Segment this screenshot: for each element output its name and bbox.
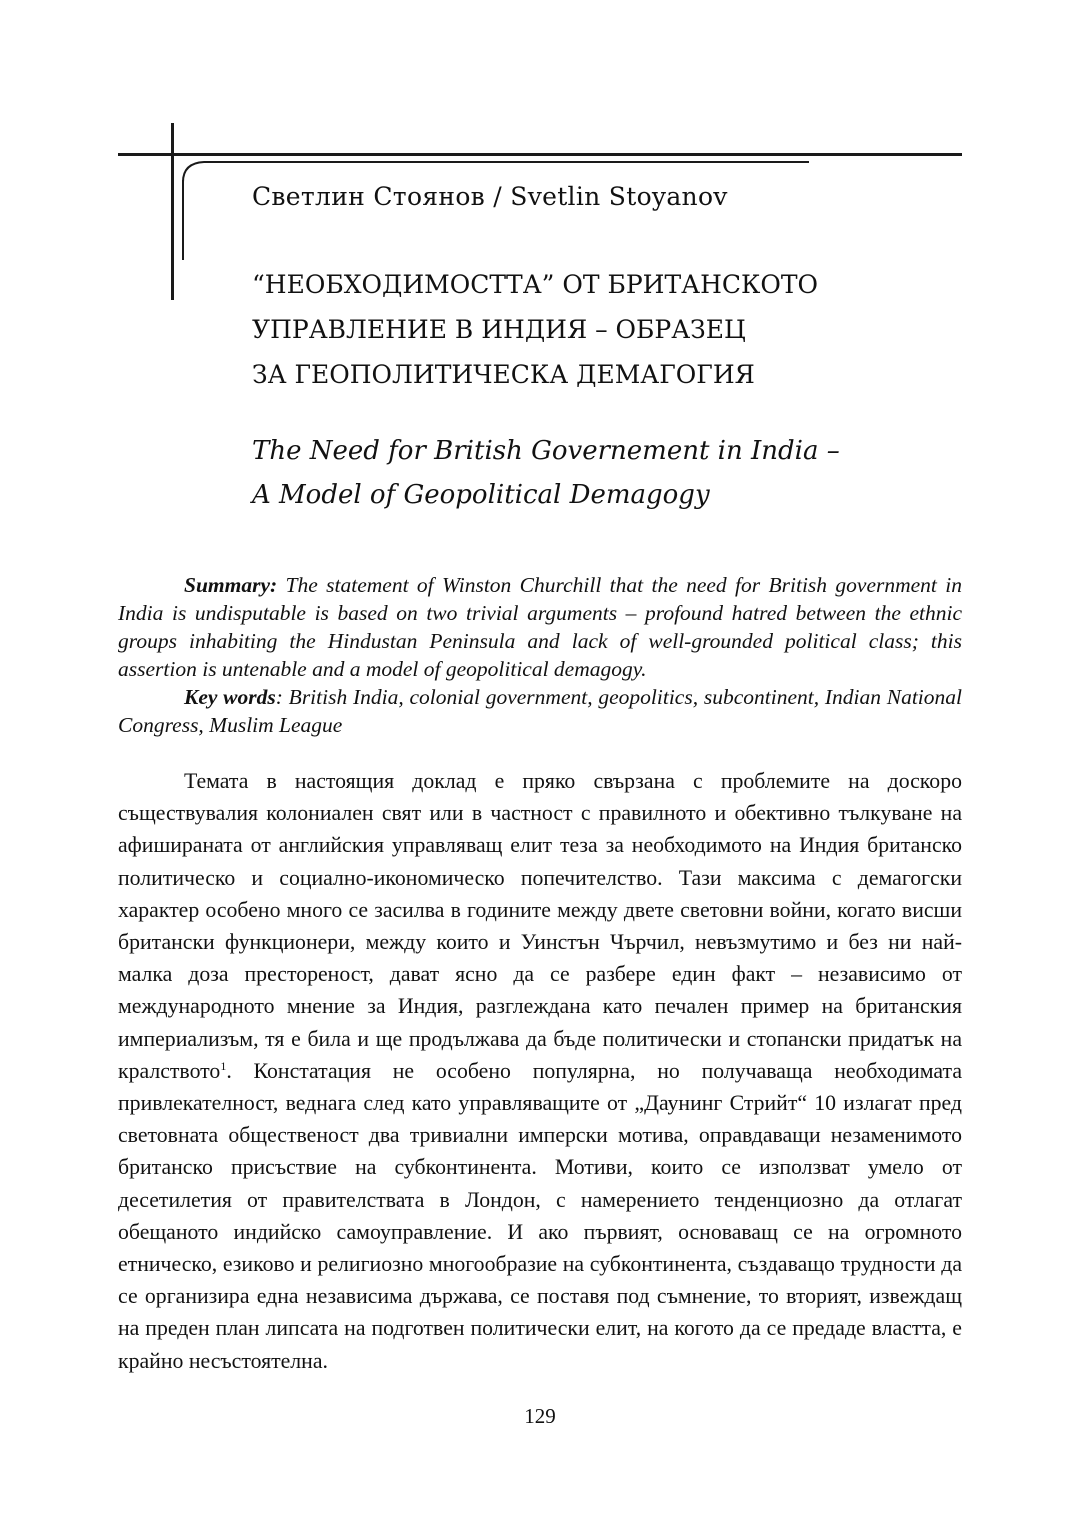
body-paragraph <box>118 765 962 1377</box>
summary-label: Summary: <box>184 573 278 597</box>
title-en-line: A Model of Geopolitical Demagogy <box>252 480 710 510</box>
title-bg-line: УПРАВЛЕНИЕ В ИНДИЯ – ОБРАЗЕЦ <box>252 315 746 344</box>
keywords-label: Key words <box>184 685 276 709</box>
footnote-reference[interactable]: 1 <box>220 1058 227 1073</box>
body-text <box>118 765 962 1377</box>
article-title-bulgarian <box>252 262 952 397</box>
body-text-part: Темата в настоящия доклад е пряко свързана с проблемите на доскоро съществувалия колониален свят или в частност с правилното и обективно тълкуване на афишираната от английския управляващ елит теза за необходимото на Индия британско политическо и социално-икономическо попечителство. Тази максима с демагогски характер особено много се засилва в годините между двете световни войни, когато висши британски функционери, между които и Уинстън Чърчил, невъзмутимо и без ни най-малка доза престореност, дават ясно да се разбере един факт – независимо от международното мнение за Индия, разглеждана като печален пример на британския империализъм, тя е била и ще продължава да бъде политически и стопански придатък на кралството <box>118 769 962 1083</box>
header-rule-horizontal <box>118 153 962 156</box>
header-rule-vertical-inner <box>182 180 184 260</box>
summary-text: The statement of Winston Churchill that the need for British government in India is undisputable is based on two trivial arguments – profound hatred between the ethnic groups inhabiting the Hindustan Peninsula and lack of well-grounded political class; this assertion is untenable and a model of geopolitical demagogy. <box>118 573 962 681</box>
title-bg-line: ЗА ГЕОПОЛИТИЧЕСКА ДЕМАГОГИЯ <box>252 360 755 389</box>
title-bg-line: “НЕОБХОДИМОСТТА” ОТ БРИТАНСКОТО <box>252 270 819 299</box>
page-number: 129 <box>524 1404 556 1428</box>
summary-paragraph <box>118 571 962 683</box>
keywords-text: : British India, colonial government, geopolitics, subcontinent, Indian National Congress, Muslim League <box>118 685 962 737</box>
keywords-paragraph <box>118 683 962 739</box>
article-title-english <box>252 429 972 517</box>
author-name: Светлин Стоянов / Svetlin Stoyanov <box>252 182 728 211</box>
abstract-block <box>118 571 962 739</box>
header-rule-curve <box>182 160 812 184</box>
body-text-part: . Констатация не особено популярна, но получаваща необходимата привлекателност, веднага след като управляващите от „Даунинг Стрийт“ 10 излагат пред световната общественост два тривиални имперски мотива, оправдаващи незаменимото британско присъствие на субконтинента. Мотиви, които се използват умело от десетилетия от правителствата в Лондон, с намерението тенденциозно да отлагат обещаното индийско самоуправление. И ако първият, основаващ се на огромното етническо, езиково и религиозно многообразие на субконтинента, създаващо трудности да се организира една независима държава, се поставя под съмнение, то вторият, извеждащ на преден план липсата на подготвен политически елит, на когото да се предаде властта, е крайно несъстоятелна. <box>118 1058 962 1373</box>
title-en-line: The Need for British Governement in India – <box>252 436 840 466</box>
header-rule-vertical-left <box>171 123 174 300</box>
